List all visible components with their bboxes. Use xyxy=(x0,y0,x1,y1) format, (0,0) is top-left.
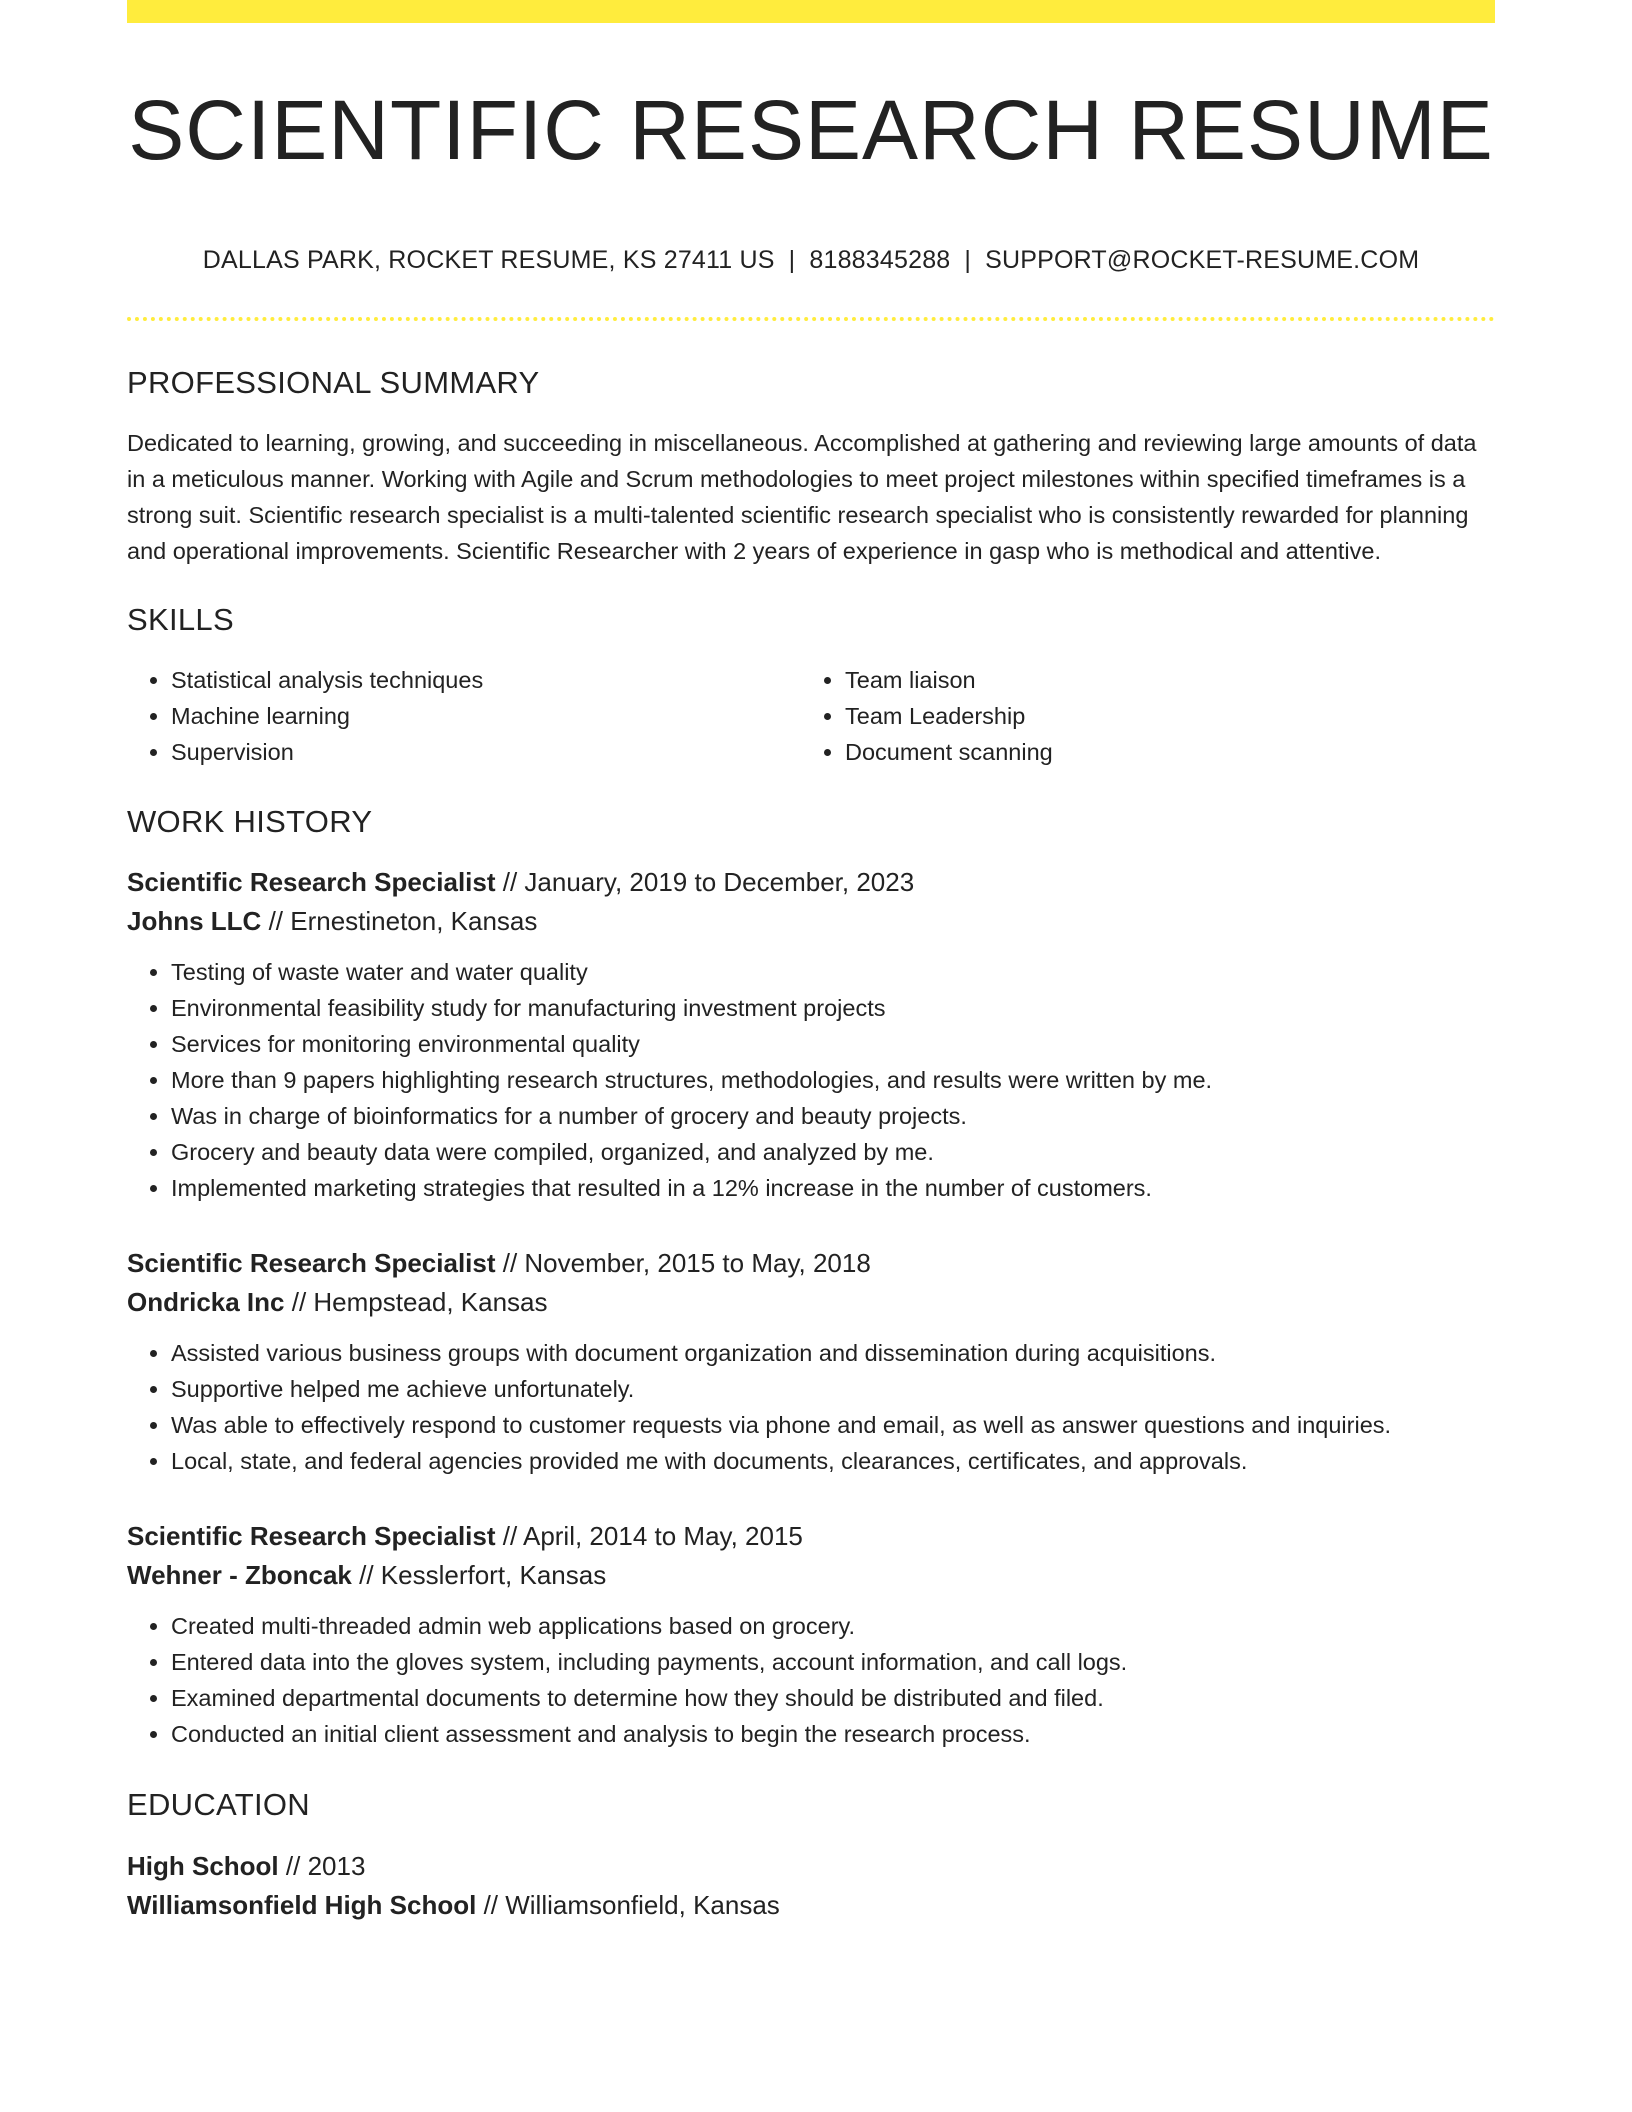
job-role-line xyxy=(127,1517,1495,1556)
education-degree: High School xyxy=(127,1851,279,1881)
skill-item: • Statistical analysis techniques xyxy=(171,662,801,698)
list-item: • Examined departmental documents to determine how they should be distributed and filed. xyxy=(171,1680,1495,1716)
job-role: Scientific Research Specialist xyxy=(127,1248,496,1278)
job-dates: // April, 2014 to May, 2015 xyxy=(495,1521,803,1551)
list-item: • Assisted various business groups with document organization and dissemination during acquisitions. xyxy=(171,1335,1495,1371)
education-degree-line xyxy=(127,1847,1495,1886)
contact-address: DALLAS PARK, ROCKET RESUME, KS 27411 US xyxy=(202,246,775,274)
list-item: • Local, state, and federal agencies provided me with documents, clearances, certificates, and approvals. xyxy=(171,1443,1495,1479)
job-location: // Hempstead, Kansas xyxy=(284,1287,548,1317)
skills-list-right xyxy=(801,662,1475,770)
list-item: • Grocery and beauty data were compiled, organized, and analyzed by me. xyxy=(171,1134,1495,1170)
job-company-line xyxy=(127,902,1495,941)
job-company: Wehner - Zboncak xyxy=(127,1560,352,1590)
job-company-line xyxy=(127,1556,1495,1595)
skill-item: • Machine learning xyxy=(171,698,801,734)
list-item: • Created multi-threaded admin web applications based on grocery. xyxy=(171,1608,1495,1644)
resume-title: SCIENTIFIC RESEARCH RESUME xyxy=(128,83,1494,177)
job-role: Scientific Research Specialist xyxy=(127,1521,496,1551)
dotted-divider xyxy=(127,317,1495,321)
education-year: // 2013 xyxy=(278,1851,366,1881)
skill-item: • Team liaison xyxy=(845,662,1475,698)
skill-item: • Supervision xyxy=(171,734,801,770)
job-location: // Ernestineton, Kansas xyxy=(261,906,538,936)
skills-heading: SKILLS xyxy=(127,602,234,637)
skill-item: • Document scanning xyxy=(845,734,1475,770)
contact-line xyxy=(127,244,1495,276)
job-bullets xyxy=(127,954,1495,1206)
job-role: Scientific Research Specialist xyxy=(127,867,496,897)
job-bullets xyxy=(127,1608,1495,1752)
skill-item: • Team Leadership xyxy=(845,698,1475,734)
job-dates: // November, 2015 to May, 2018 xyxy=(495,1248,871,1278)
job-company: Ondricka Inc xyxy=(127,1287,285,1317)
list-item: • Entered data into the gloves system, including payments, account information, and call logs. xyxy=(171,1644,1495,1680)
education-heading: EDUCATION xyxy=(127,1787,310,1822)
job-role-line xyxy=(127,863,1495,902)
job-bullets xyxy=(127,1335,1495,1479)
contact-phone: 8188345288 xyxy=(809,246,951,274)
summary-heading: PROFESSIONAL SUMMARY xyxy=(127,365,540,400)
list-item: • Services for monitoring environmental quality xyxy=(171,1026,1495,1062)
skills-list-left xyxy=(127,662,801,770)
education-school-line xyxy=(127,1886,1495,1925)
list-item: • Testing of waste water and water quality xyxy=(171,954,1495,990)
resume-content xyxy=(127,0,1495,1925)
education-school: Williamsonfield High School xyxy=(127,1890,477,1920)
job-role-line xyxy=(127,1244,1495,1283)
work-history-heading: WORK HISTORY xyxy=(127,804,373,839)
summary-text: Dedicated to learning, growing, and succeeding in miscellaneous. Accomplished at gathering and reviewing large amounts of data in a meticulous manner. Working with Agile and Scrum methodologies to meet project milestones within specified timeframes is a strong suit. Scientific research specialist is a multi-talented scientific research specialist who is consistently rewarded for planning and operational improvements. Scientific Researcher with 2 years of experience in gasp who is methodical and attentive. xyxy=(127,430,1477,564)
list-item: • Conducted an initial client assessment and analysis to begin the research process. xyxy=(171,1716,1495,1752)
list-item: • Was able to effectively respond to customer requests via phone and email, as well as answer questions and inquiries. xyxy=(171,1407,1495,1443)
job-company-line xyxy=(127,1283,1495,1322)
list-item: • More than 9 papers highlighting research structures, methodologies, and results were written by me. xyxy=(171,1062,1495,1098)
education-location: // Williamsonfield, Kansas xyxy=(476,1890,780,1920)
list-item: • Was in charge of bioinformatics for a number of grocery and beauty projects. xyxy=(171,1098,1495,1134)
contact-separator: | xyxy=(788,246,796,274)
contact-email: SUPPORT@ROCKET-RESUME.COM xyxy=(985,246,1420,274)
job-company: Johns LLC xyxy=(127,906,262,936)
contact-separator: | xyxy=(964,246,972,274)
list-item: • Supportive helped me achieve unfortunately. xyxy=(171,1371,1495,1407)
list-item: • Environmental feasibility study for manufacturing investment projects xyxy=(171,990,1495,1026)
skills-columns xyxy=(127,662,1495,770)
job-location: // Kesslerfort, Kansas xyxy=(351,1560,607,1590)
job-dates: // January, 2019 to December, 2023 xyxy=(495,867,915,897)
list-item: • Implemented marketing strategies that resulted in a 12% increase in the number of customers. xyxy=(171,1170,1495,1206)
